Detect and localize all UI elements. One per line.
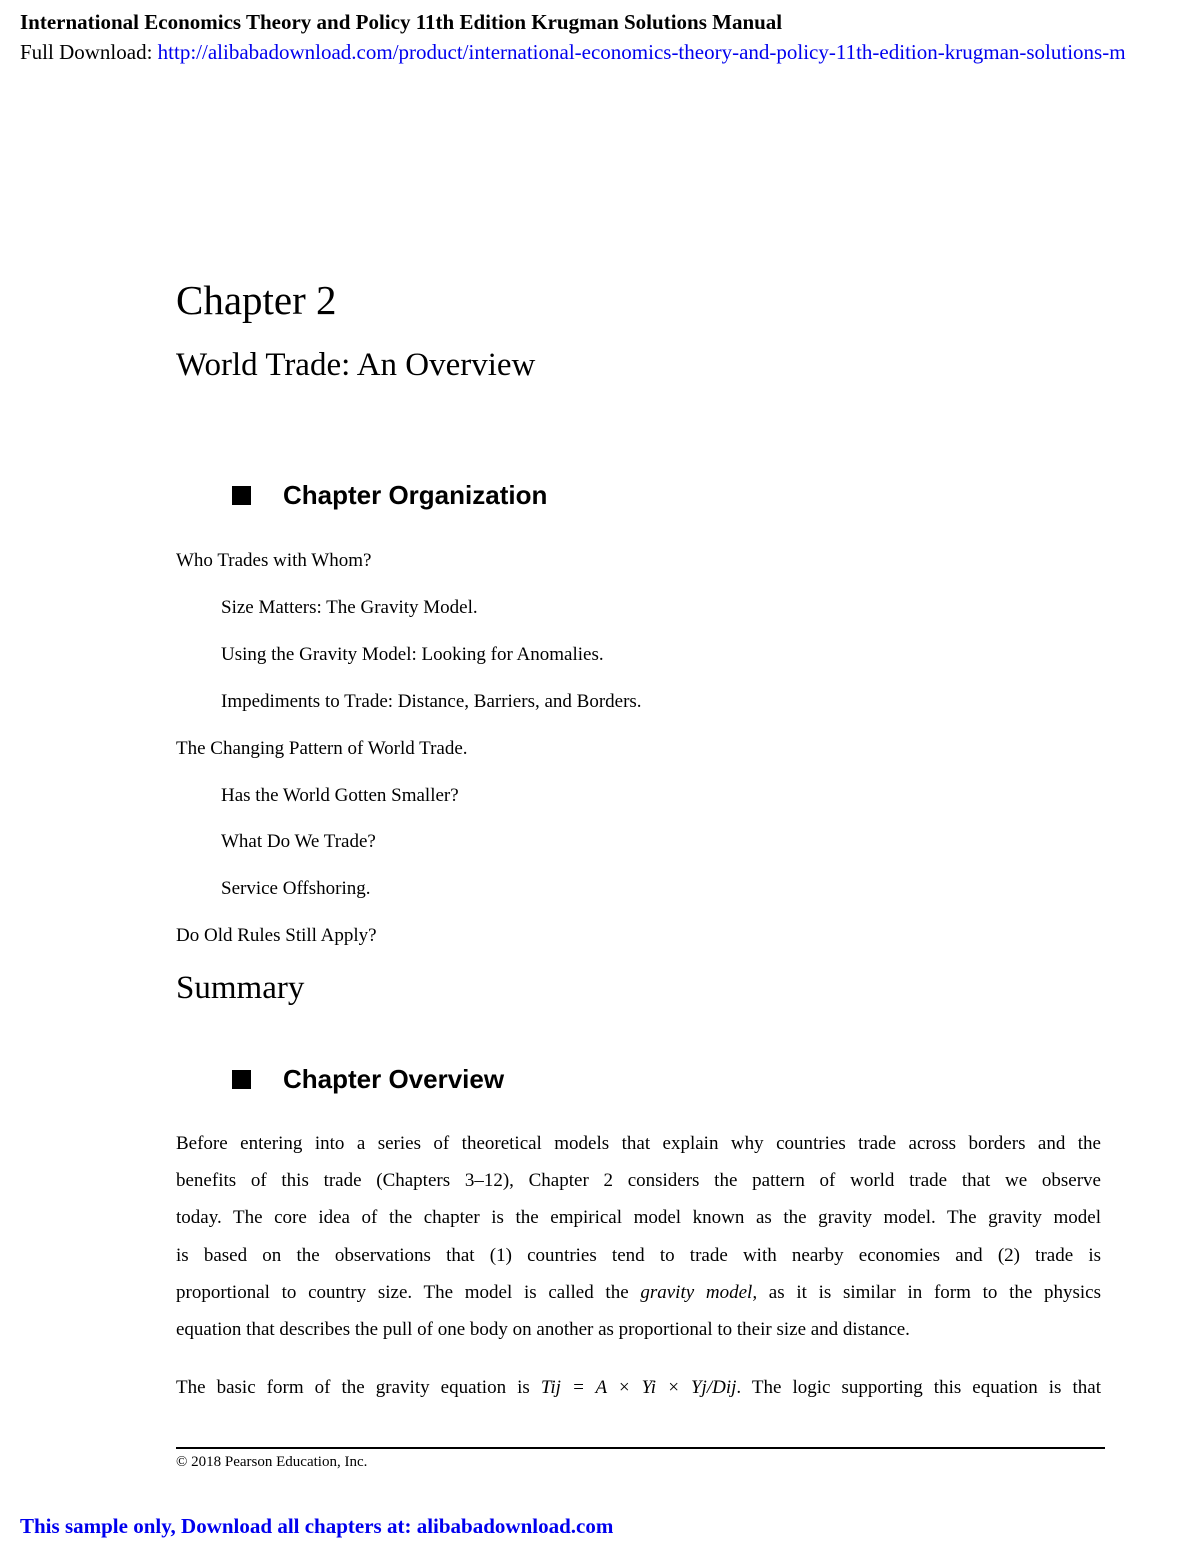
org-item: Size Matters: The Gravity Model. xyxy=(221,597,478,618)
org-item: Who Trades with Whom? xyxy=(176,550,372,571)
header-download xyxy=(20,40,1126,65)
org-item: Impediments to Trade: Distance, Barriers, and Borders. xyxy=(221,691,642,712)
overview-paragraph-2 xyxy=(176,1369,1101,1406)
chapter-number: Chapter 2 xyxy=(176,277,337,323)
header-title: International Economics Theory and Policy 11th Edition Krugman Solutions Manual xyxy=(20,10,783,34)
copyright: © 2018 Pearson Education, Inc. xyxy=(176,1454,368,1470)
download-link[interactable]: http://alibabadownload.com/product/international-economics-theory-and-policy-11th-edition-krugman-solutions-m xyxy=(157,40,1126,64)
download-banner[interactable]: This sample only, Download all chapters at: alibabadownload.com xyxy=(20,1514,614,1538)
paragraph-line: equation that describes the pull of one body on another as proportional to their size and distance. xyxy=(176,1319,910,1341)
org-item: Using the Gravity Model: Looking for Anomalies. xyxy=(221,644,604,665)
footer-rule xyxy=(176,1447,1105,1449)
square-bullet-icon xyxy=(232,1070,251,1089)
text-run: proportional to country size. The model is called the xyxy=(176,1281,641,1303)
square-bullet-icon xyxy=(232,486,251,505)
paragraph-line: today. The core idea of the chapter is the empirical model known as the gravity model. The gravity model xyxy=(176,1207,1101,1229)
org-item: What Do We Trade? xyxy=(221,831,376,852)
paragraph-line: Before entering into a series of theoretical models that explain why countries trade across borders and the xyxy=(176,1133,1101,1154)
overview-paragraph-1 xyxy=(176,1125,1101,1348)
org-item: Service Offshoring. xyxy=(221,878,371,899)
overview-heading-text: Chapter Overview xyxy=(283,1064,505,1094)
text-run: The basic form of the gravity equation is xyxy=(176,1377,541,1398)
chapter-title: World Trade: An Overview xyxy=(176,347,536,383)
overview-heading xyxy=(232,1064,504,1095)
summary-heading: Summary xyxy=(176,970,305,1006)
paragraph-line: is based on the observations that (1) countries tend to trade with nearby economies and (2) trade is xyxy=(176,1244,1101,1266)
gravity-equation: Tij = A × Yi × Yj/Dij xyxy=(540,1377,737,1398)
org-item: Has the World Gotten Smaller? xyxy=(221,785,459,806)
paragraph-line xyxy=(176,1369,1101,1406)
org-item: The Changing Pattern of World Trade. xyxy=(176,738,468,759)
text-run: . The logic supporting this equation is that xyxy=(736,1377,1101,1398)
paragraph-line: benefits of this trade (Chapters 3–12), Chapter 2 considers the pattern of world trade that we observe xyxy=(176,1170,1101,1192)
download-label: Full Download: xyxy=(20,40,158,64)
org-item: Do Old Rules Still Apply? xyxy=(176,925,377,946)
organization-heading xyxy=(232,480,547,511)
italic-term: gravity model, xyxy=(640,1281,758,1303)
paragraph-line xyxy=(176,1274,1101,1311)
organization-heading-text: Chapter Organization xyxy=(283,480,548,510)
text-run: as it is similar in form to the physics xyxy=(757,1281,1101,1303)
